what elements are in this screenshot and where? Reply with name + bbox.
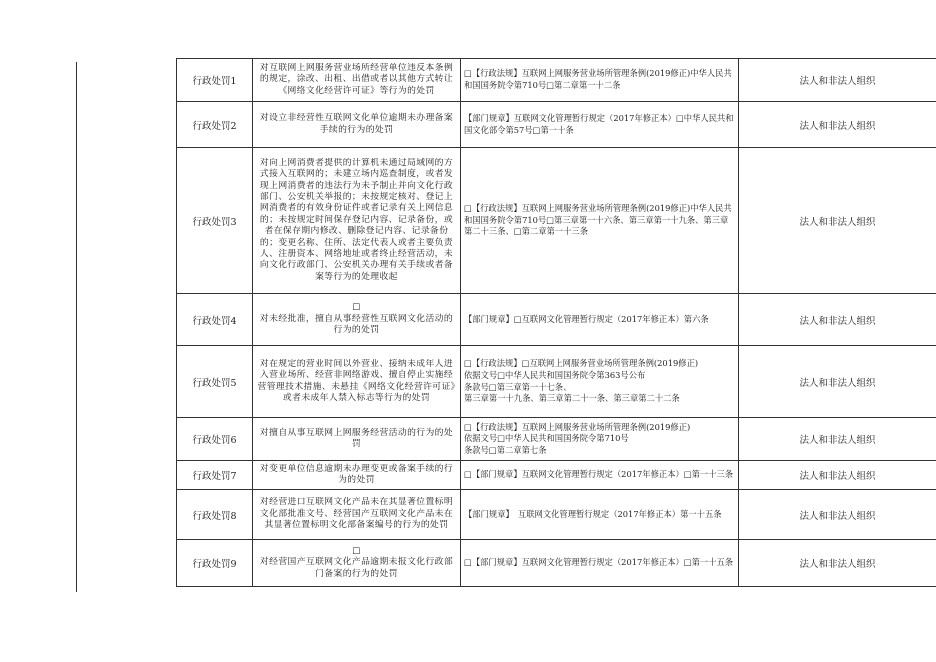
applicable-subject: 法人和非法人组织	[739, 148, 936, 294]
applicable-subject: 法人和非法人组织	[739, 418, 936, 461]
penalty-content: 对设立非经营性互联网文化单位逾期未办理备案手续的行为的处罚	[253, 102, 461, 148]
legal-basis	[461, 346, 739, 418]
legal-basis: □【行政法规】互联网上网服务营业场所管理条例(2019修正)中华人民共和国国务院令第710号□第二章第一十二条	[461, 59, 739, 102]
table-row	[177, 102, 936, 148]
table-row	[177, 294, 936, 346]
legal-basis: □【部门规章】互联网文化管理暂行规定（2017年修正本）□第一十五条	[461, 540, 739, 587]
basis-line: 条款号□第二章第七条	[464, 444, 547, 455]
applicable-subject: 法人和非法人组织	[739, 461, 936, 490]
penalty-content	[253, 148, 461, 294]
applicable-subject: 法人和非法人组织	[739, 540, 936, 587]
penalty-content-text: 对向上网消费者提供的计算机未通过局域网的方式接入互联网的；未建立场内巡查制度，或者发现上网消费者的违法行为未予制止并向文化行政部门、公安机关举报的；未按规定核对、登记上网消费者的有效身份证件或者记录有关上网信息的；未按规定时间保存登记内容、记录备份，或者在保存期内修改、删除登记内容、记录备份的；变更名称、住所、法定代表人或者主要负责人、注册资本、网络地址或者终止经营活动，未向文化行政部门、公安机关办理有关手续或者备案等行为的处理收起	[259, 157, 454, 282]
penalty-content	[253, 490, 461, 540]
penalty-content-text: 对经营进口互联网文化产品未在其显著位置标明文化部批准文号、经营国产互联网文化产品未在其显著位置标明文化部备案编号的行为的处罚	[259, 497, 454, 531]
table-row	[177, 59, 936, 102]
table-row	[177, 346, 936, 418]
table-row	[177, 540, 936, 587]
penalty-type: 行政处罚7	[177, 461, 253, 490]
table-row	[177, 461, 936, 490]
table-row	[177, 490, 936, 540]
basis-line: □【行政法规】□互联网上网服务营业场所管理条例(2019修正)	[464, 358, 699, 369]
penalty-type: 行政处罚5	[177, 346, 253, 418]
penalty-type: 行政处罚6	[177, 418, 253, 461]
penalty-table	[176, 58, 936, 587]
penalty-type: 行政处罚9	[177, 540, 253, 587]
legal-basis: □【行政法规】互联网上网服务营业场所管理条例(2019修正)中华人民共和国国务院令第710号□第三章第一十六条、第三章第一十九条、第三章第二十三条、□第二章第一十三条	[461, 148, 739, 294]
penalty-content: 对变更单位信息逾期未办理变更或备案手续的行为的处罚	[253, 461, 461, 490]
legal-basis: 【部门规章】□互联网文化管理暂行规定（2017年修正本）第六条	[461, 294, 739, 346]
penalty-type: 行政处罚2	[177, 102, 253, 148]
basis-line: 依据文号□中华人民共和国国务院令第363号公布	[464, 369, 646, 380]
penalty-content-text: 对在规定的营业时间以外营业、接纳未成年人进入营业场所、经营非网络游戏、擅自停止实施经营管理技术措施、未悬挂《网络文化经营许可证》或者未成年人禁入标志等行为的处罚	[257, 358, 456, 403]
legal-basis	[461, 418, 739, 461]
penalty-type: 行政处罚3	[177, 148, 253, 294]
basis-line: 第三章第一十九条、第三章第二十一条、第三章第二十二条	[464, 393, 680, 404]
basis-line: 依据文号□中华人民共和国国务院令第710号	[464, 433, 629, 444]
applicable-subject: 法人和非法人组织	[739, 102, 936, 148]
table-row	[177, 148, 936, 294]
placeholder-glyph: □	[352, 545, 361, 556]
penalty-content	[253, 540, 461, 587]
basis-line: 条款号□第三章第一十七条、	[464, 381, 572, 392]
placeholder-glyph: □	[352, 302, 361, 313]
basis-line: □【行政法规】互联网上网服务营业场所管理条例(2019修正)	[464, 421, 691, 432]
legal-basis: □【部门规章】互联网文化管理暂行规定（2017年修正本）□第一十三条	[461, 461, 739, 490]
penalty-content-text: 对经营国产互联网文化产品逾期未报文化行政部门备案的行为的处罚	[259, 557, 454, 579]
penalty-type: 行政处罚1	[177, 59, 253, 102]
penalty-type: 行政处罚8	[177, 490, 253, 540]
table-row	[177, 418, 936, 461]
applicable-subject: 法人和非法人组织	[739, 59, 936, 102]
penalty-content	[253, 294, 461, 346]
legal-basis: 【部门规章】 互联网文化管理暂行规定（2017年修正本）第一十五条	[461, 490, 739, 540]
penalty-content-text: 对未经批准，擅自从事经营性互联网文化活动的行为的处罚	[259, 313, 454, 336]
penalty-content	[253, 346, 461, 418]
penalty-content	[253, 59, 461, 102]
applicable-subject: 法人和非法人组织	[739, 346, 936, 418]
applicable-subject: 法人和非法人组织	[739, 294, 936, 346]
penalty-content: 对擅自从事互联网上网服务经营活动的行为的处罚	[253, 418, 461, 461]
left-margin-rule	[76, 62, 77, 592]
legal-basis: 【部门规章】互联网文化管理暂行规定（2017年修正本）□中华人民共和国文化部令第57号□第一十条	[461, 102, 739, 148]
applicable-subject: 法人和非法人组织	[739, 490, 936, 540]
penalty-type: 行政处罚4	[177, 294, 253, 346]
penalty-content-text: 对互联网上网服务营业场所经营单位违反本条例的规定，涂改、出租、出借或者以其他方式转让《网络文化经营许可证》等行为的处罚	[259, 62, 454, 96]
